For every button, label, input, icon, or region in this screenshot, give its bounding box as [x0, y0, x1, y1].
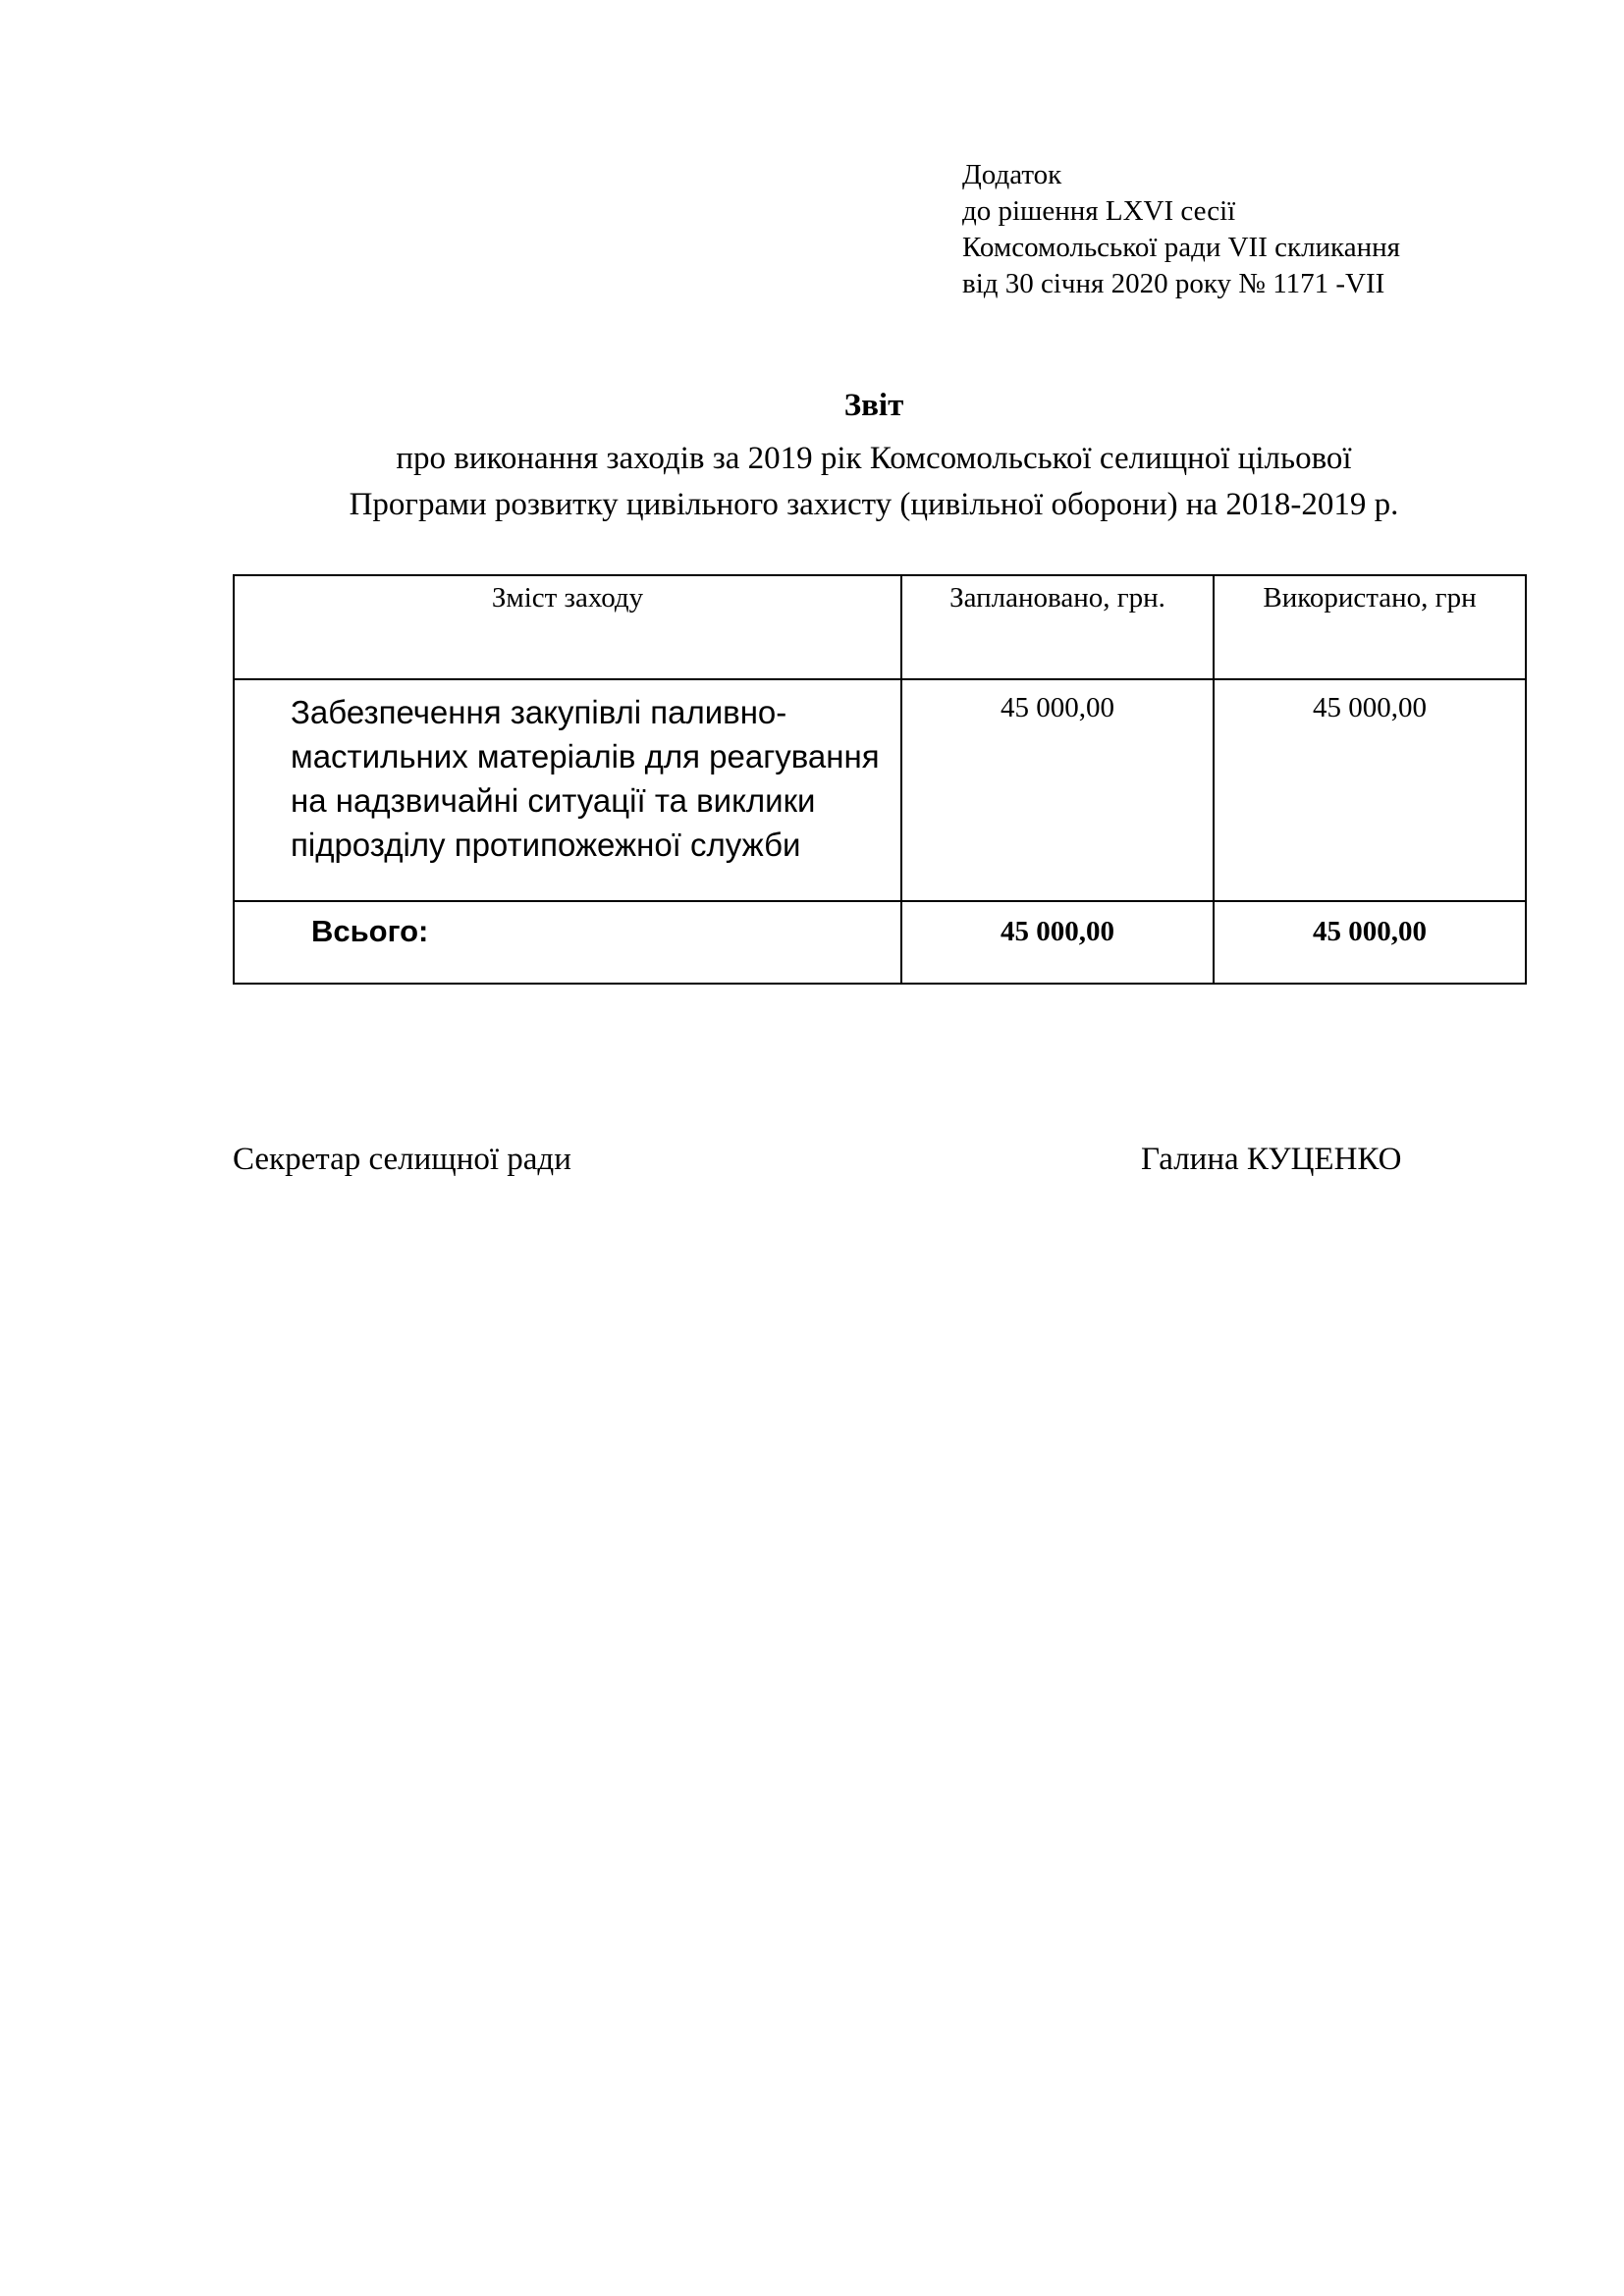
report-table	[233, 574, 1527, 985]
used-amount: 45 000,00	[1214, 679, 1526, 901]
header-measure: Зміст заходу	[234, 575, 901, 679]
report-subtitle	[236, 436, 1512, 528]
appendix-title: Додаток	[962, 159, 1062, 190]
appendix-council-line: Комсомольської ради VII скликання	[962, 232, 1400, 263]
report-subtitle-line-2: Програми розвитку цивільного захисту (цивільної оборони) на 2018-2019 р.	[349, 487, 1399, 522]
signature-name: Галина КУЦЕНКО	[1141, 1142, 1402, 1177]
appendix-block	[962, 157, 1400, 302]
header-planned: Заплановано, грн.	[901, 575, 1214, 679]
report-subtitle-line-1: про виконання заходів за 2019 рік Комсомольської селищної цільової	[396, 441, 1352, 476]
table-row	[234, 679, 1526, 901]
report-title: Звіт	[843, 388, 904, 423]
signature-role: Секретар селищної ради	[233, 1142, 571, 1177]
appendix-decision-line: до рішення LXVI сесії	[962, 195, 1236, 227]
table-header-row	[234, 575, 1526, 679]
total-label: Всього:	[234, 901, 901, 984]
planned-amount: 45 000,00	[901, 679, 1214, 901]
header-used: Використано, грн	[1214, 575, 1526, 679]
total-planned-amount: 45 000,00	[901, 901, 1214, 984]
total-used-amount: 45 000,00	[1214, 901, 1526, 984]
measure-description: Забезпечення закупівлі паливно-мастильних матеріалів для реагування на надзвичайні ситуації та виклики підрозділу протипожежної служби	[234, 679, 901, 901]
table-total-row	[234, 901, 1526, 984]
appendix-date-line: від 30 січня 2020 року № 1171 -VII	[962, 268, 1385, 299]
